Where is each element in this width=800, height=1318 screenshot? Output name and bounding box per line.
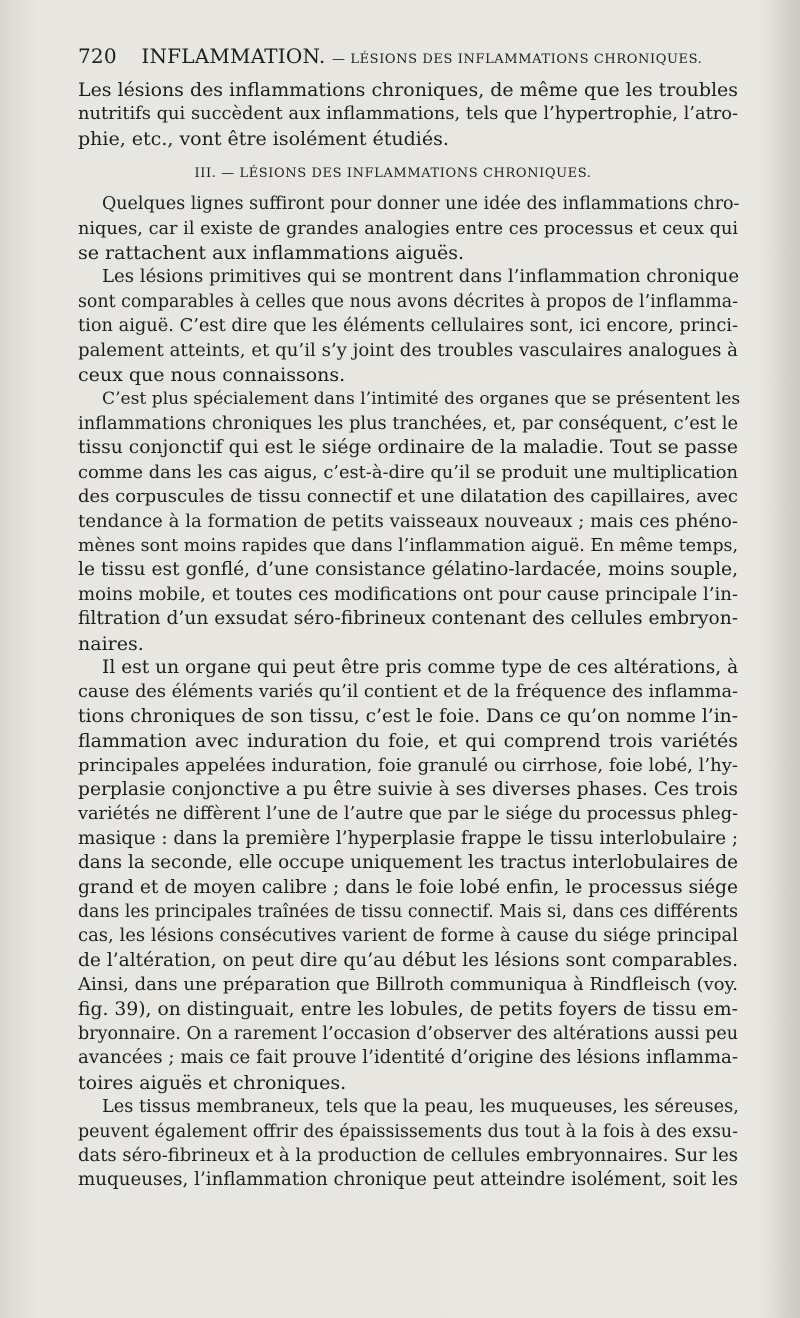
text-line: inflammations chroniques les plus tranchées, et, par conséquent, c’est le	[78, 412, 738, 434]
text-line: tissu conjonctif qui est le siége ordinaire de la maladie. Tout se passe	[78, 437, 738, 459]
text-line: ceux que nous connaissons.	[78, 364, 346, 387]
text-line: nutritifs qui succèdent aux inflammations, tels que l’hypertrophie, l’atro-	[78, 103, 738, 125]
text-line: Il est un organe qui peut être pris comme type de ces altérations, à	[102, 656, 739, 678]
paragraph	[78, 387, 741, 655]
text-line: tion aiguë. C’est dire que les éléments cellulaires sont, ici encore, princi-	[78, 315, 738, 337]
text-line: principales appelées induration, foie granulé ou cirrhose, foie lobé, l’hy-	[78, 754, 738, 776]
section-heading: III. — LÉSIONS DES INFLAMMATIONS CHRONIQUES.	[194, 166, 592, 182]
paragraph	[78, 265, 738, 387]
text-line: des corpuscules de tissu connectif et une dilatation des capillaires, avec	[78, 486, 738, 508]
text-line: naires.	[78, 632, 144, 655]
text-line: Quelques lignes suffiront pour donner une idée des inflammations chro-	[102, 194, 740, 215]
text-line: de l’altération, on peut dire qu’au début les lésions sont comparables.	[78, 949, 738, 971]
text-line: tions chroniques de son tissu, c’est le foie. Dans ce qu’on nomme l’in-	[78, 705, 738, 727]
text-line: dats séro-fibrineux et à la production de cellules embryonnaires. Sur les	[78, 1145, 738, 1167]
text-line: niques, car il existe de grandes analogies entre ces processus et ceux qui	[78, 218, 738, 239]
text-line: peuvent également offrir des épaississements dus tout à la fois à des exsu-	[78, 1121, 738, 1142]
text-line: Les lésions primitives qui se montrent dans l’inflammation chronique	[102, 266, 740, 288]
page-number: 720	[78, 44, 117, 68]
text-line: dans la seconde, elle occupe uniquement les tractus interlobulaires de	[78, 852, 738, 874]
text-line: filtration d’un exsudat séro-fibrineux contenant des cellules embryon-	[78, 608, 738, 630]
text-line: masique : dans la première l’hyperplasie frappe le tissu interlobulaire ;	[78, 827, 738, 849]
text-line: comme dans les cas aigus, c’est-à-dire qu’il se produit une multiplication	[78, 461, 738, 483]
running-header	[78, 44, 703, 68]
paragraph	[78, 656, 738, 1095]
text-line: grand et de moyen calibre ; dans le foie lobé enfin, le processus siége	[78, 876, 738, 898]
text-line: Ainsi, dans une préparation que Billroth communiqua à Rindfleisch (voy.	[78, 974, 738, 996]
text-line: Les lésions des inflammations chroniques, de même que les troubles	[78, 79, 738, 101]
paragraph	[78, 192, 738, 265]
text-line: phie, etc., vont être isolément étudiés.	[78, 127, 449, 150]
text-line: fig. 39), on distinguait, entre les lobules, de petits foyers de tissu em-	[78, 998, 738, 1020]
text-line: muqueuses, l’inflammation chronique peut atteindre isolément, soit les	[78, 1169, 738, 1191]
running-subtitle: — LÉSIONS DES INFLAMMATIONS CHRONIQUES.	[332, 52, 703, 67]
text-line: cas, les lésions consécutives varient de forme à cause du siége principal	[78, 925, 738, 947]
text-line: sont comparables à celles que nous avons décrites à propos de l’inflamma-	[78, 291, 738, 312]
text-line: le tissu est gonflé, d’une consistance gélatino-lardacée, moins souple,	[78, 559, 738, 581]
paragraph	[78, 1095, 738, 1193]
text-line: C’est plus spécialement dans l’intimité des organes que se présentent les	[102, 389, 741, 410]
text-line: toires aiguës et chroniques.	[78, 1071, 347, 1094]
text-line: se rattachent aux inflammations aiguës.	[78, 242, 465, 265]
text-line: palement atteints, et qu’il s’y joint des troubles vasculaires analogues à	[78, 339, 738, 361]
text-line: variétés ne diffèrent l’une de l’autre que par le siége du processus phleg-	[78, 804, 738, 825]
text-line: perplasie conjonctive a pu être suivie à ses diverses phases. Ces trois	[78, 778, 738, 800]
body-text	[78, 78, 741, 1193]
text-line: cause des éléments variés qu’il contient et de la fréquence des inflamma-	[78, 682, 738, 703]
text-line: dans les principales traînées de tissu connectif. Mais si, dans ces différents	[78, 902, 738, 922]
text-line: flammation avec induration du foie, et qui comprend trois variétés	[78, 730, 738, 753]
text-line: tendance à la formation de petits vaisseaux nouveaux ; mais ces phéno-	[78, 510, 738, 532]
running-title: INFLAMMATION.	[141, 44, 326, 68]
intro-paragraph	[78, 78, 738, 151]
text-line: Les tissus membraneux, tels que la peau, les muqueuses, les séreuses,	[102, 1097, 739, 1118]
text-line: bryonnaire. On a rarement l’occasion d’observer des altérations aussi peu	[78, 1024, 738, 1045]
text-line: mènes sont moins rapides que dans l’inflammation aiguë. En même temps,	[78, 535, 738, 556]
text-line: moins mobile, et toutes ces modifications ont pour cause principale l’in-	[78, 583, 738, 605]
text-line: avancées ; mais ce fait prouve l’identité d’origine des lésions inflamma-	[78, 1047, 738, 1069]
